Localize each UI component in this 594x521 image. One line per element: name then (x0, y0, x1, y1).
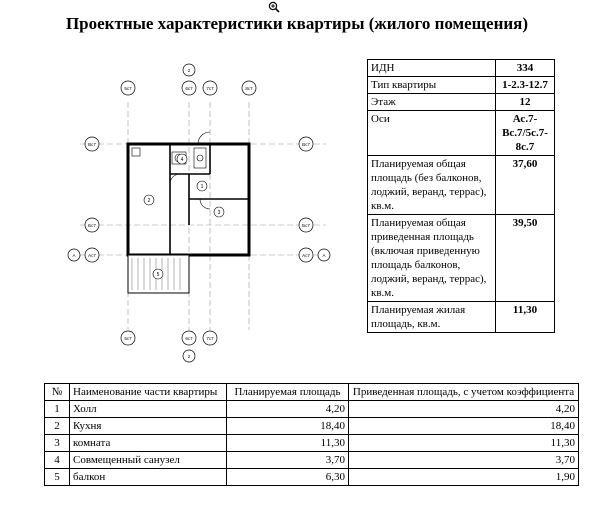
room-reduced-area: 4,20 (349, 401, 579, 418)
room-area: 11,30 (227, 435, 349, 452)
room-number: 5 (156, 272, 160, 278)
axis-label: Ас7 (302, 253, 310, 258)
property-value: 334 (496, 60, 555, 77)
magnifier-plus-icon[interactable] (268, 1, 280, 13)
apartment-properties-table (367, 59, 555, 333)
axis-label: 5с7 (124, 336, 132, 341)
room-number: 2 (147, 198, 151, 204)
property-label: Планируемая общая приведенная площадь (включая приведенную площадь балконов, лоджий, веранд, террас), кв.м. (368, 215, 496, 302)
property-value: 39,50 (496, 215, 555, 302)
table-row (45, 418, 579, 435)
room-number: 4 (180, 157, 184, 163)
room-area: 3,70 (227, 452, 349, 469)
property-label: Этаж (368, 94, 496, 111)
table-row (368, 302, 555, 333)
table-row (368, 111, 555, 156)
room-num: 4 (45, 452, 70, 469)
axis-label: А (322, 253, 326, 258)
room-name: балкон (70, 469, 227, 486)
property-label: ИДН (368, 60, 496, 77)
table-row (368, 77, 555, 94)
property-label: Планируемая общая площадь (без балконов, лоджий, веранд, террас), кв.м. (368, 156, 496, 215)
room-reduced-area: 3,70 (349, 452, 579, 469)
table-row (45, 401, 579, 418)
axis-label: 7с7 (206, 336, 214, 341)
property-label: Тип квартиры (368, 77, 496, 94)
property-value: Ас.7-Вс.7/5с.7-8с.7 (496, 111, 555, 156)
table-row (45, 469, 579, 486)
room-num: 2 (45, 418, 70, 435)
room-number: 1 (200, 184, 204, 190)
room-name: комната (70, 435, 227, 452)
axis-label: Бс7 (302, 223, 310, 228)
column-header-reduced-area: Приведенная площадь, с учетом коэффициента (349, 384, 579, 401)
axis-label: 7с7 (206, 86, 214, 91)
room-num: 1 (45, 401, 70, 418)
room-reduced-area: 11,30 (349, 435, 579, 452)
axis-label: Вс7 (302, 142, 310, 147)
column-header-name: Наименование части квартиры (70, 384, 227, 401)
axis-label: Вс7 (88, 142, 96, 147)
axis-label: 8с7 (245, 86, 253, 91)
axis-label: А (72, 253, 76, 258)
room-name: Кухня (70, 418, 227, 435)
column-header-area: Планируемая площадь (227, 384, 349, 401)
axis-label: 2 (187, 354, 191, 359)
axis-label: Бс7 (88, 223, 96, 228)
page-title: Проектные характеристики квартиры (жилого помещения) (65, 14, 529, 33)
room-area: 4,20 (227, 401, 349, 418)
table-row (368, 156, 555, 215)
room-reduced-area: 1,90 (349, 469, 579, 486)
property-label: Планируемая жилая площадь, кв.м. (368, 302, 496, 333)
axis-label: 2 (187, 68, 191, 73)
column-header-num: № (45, 384, 70, 401)
table-row (45, 452, 579, 469)
table-row (368, 60, 555, 77)
axis-label: 5с7 (124, 86, 132, 91)
room-name: Совмещенный санузел (70, 452, 227, 469)
axis-label: 6с7 (185, 86, 193, 91)
table-row (368, 94, 555, 111)
table-row (45, 435, 579, 452)
property-label: Оси (368, 111, 496, 156)
table-header-row (45, 384, 579, 401)
property-value: 11,30 (496, 302, 555, 333)
rooms-table (44, 383, 579, 486)
room-reduced-area: 18,40 (349, 418, 579, 435)
room-area: 18,40 (227, 418, 349, 435)
room-area: 6,30 (227, 469, 349, 486)
room-num: 3 (45, 435, 70, 452)
property-value: 37,60 (496, 156, 555, 215)
axis-label: Ас7 (88, 253, 96, 258)
property-value: 12 (496, 94, 555, 111)
room-num: 5 (45, 469, 70, 486)
axis-label: 6с7 (185, 336, 193, 341)
room-number: 3 (217, 210, 221, 216)
table-row (368, 215, 555, 302)
property-value: 1-2.3-12.7 (496, 77, 555, 94)
floor-plan (60, 62, 348, 374)
room-name: Холл (70, 401, 227, 418)
